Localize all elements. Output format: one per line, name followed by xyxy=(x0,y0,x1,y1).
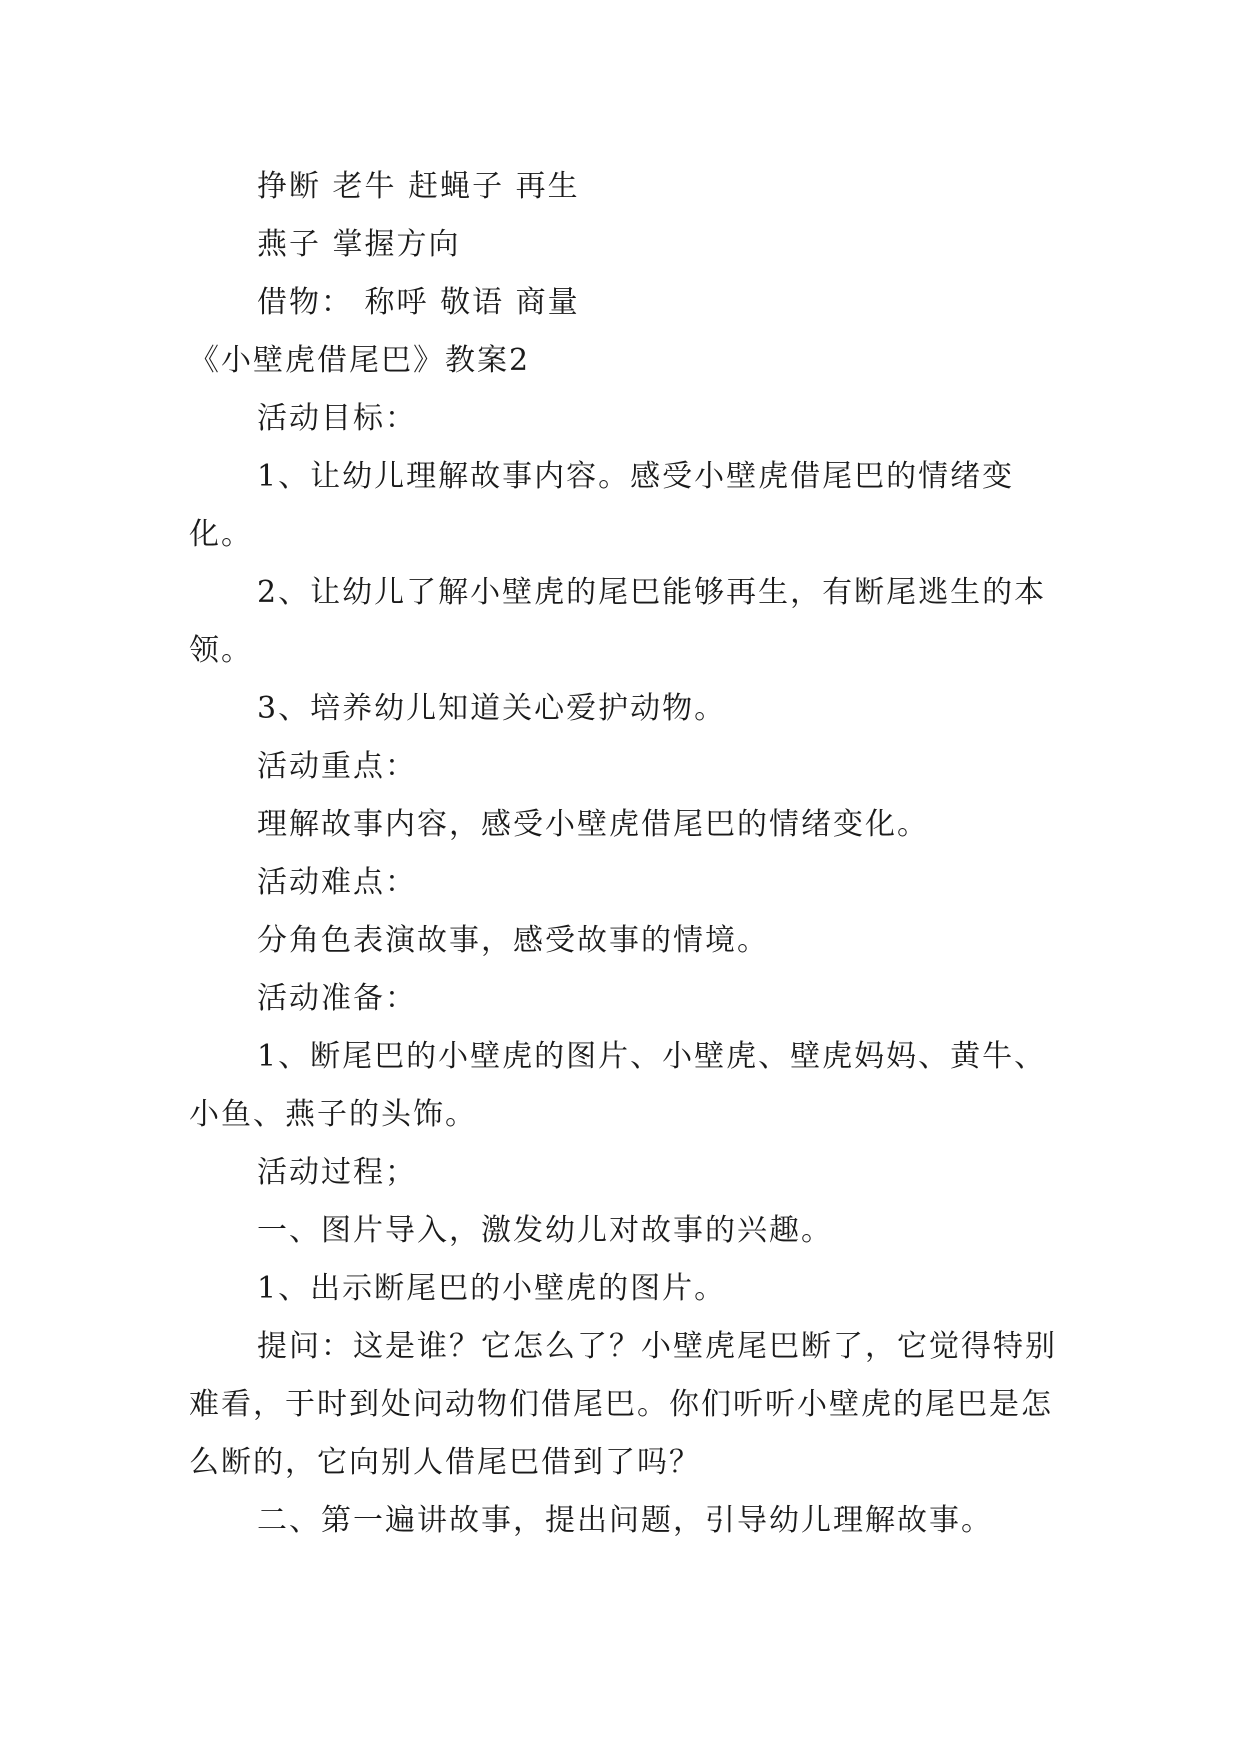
question-paragraph: 提问：这是谁？它怎么了？小壁虎尾巴断了，它觉得特别难看，于时到处问动物们借尾巴。你们听听小壁虎的尾巴是怎么断的，它向别人借尾巴借到了吗？ xyxy=(189,1329,1057,1480)
vocab-line-2: 燕子 掌握方向 xyxy=(257,227,461,262)
focus-text: 理解故事内容，感受小壁虎借尾巴的情绪变化。 xyxy=(257,807,929,842)
section-heading-focus: 活动重点： xyxy=(257,749,417,784)
goal-item-3: 3、培养幼儿知道关心爱护动物。 xyxy=(257,691,727,726)
section-heading-difficulty: 活动难点： xyxy=(257,865,417,900)
goal-item-1: 1、让幼儿理解故事内容。感受小壁虎借尾巴的情绪变化。 xyxy=(189,459,1015,552)
section-heading-goals: 活动目标： xyxy=(257,401,417,436)
vocab-line-3: 借物： 称呼 敬语 商量 xyxy=(257,285,580,320)
difficulty-text: 分角色表演故事，感受故事的情境。 xyxy=(257,923,769,958)
section-heading-process: 活动过程； xyxy=(257,1155,417,1190)
preparation-item-1: 1、断尾巴的小壁虎的图片、小壁虎、壁虎妈妈、黄牛、小鱼、燕子的头饰。 xyxy=(189,1039,1047,1132)
section-heading-preparation: 活动准备： xyxy=(257,981,417,1016)
goal-item-2: 2、让幼儿了解小壁虎的尾巴能够再生，有断尾逃生的本领。 xyxy=(189,575,1047,668)
process-step-2: 二、第一遍讲故事，提出问题，引导幼儿理解故事。 xyxy=(257,1503,993,1538)
document-body xyxy=(189,158,1069,1550)
vocab-line-1: 挣断 老牛 赶蝇子 再生 xyxy=(257,169,580,204)
lesson-title: 《小壁虎借尾巴》教案2 xyxy=(189,343,531,378)
process-step-1: 一、图片导入，激发幼儿对故事的兴趣。 xyxy=(257,1213,833,1248)
process-substep-1: 1、出示断尾巴的小壁虎的图片。 xyxy=(257,1271,727,1306)
